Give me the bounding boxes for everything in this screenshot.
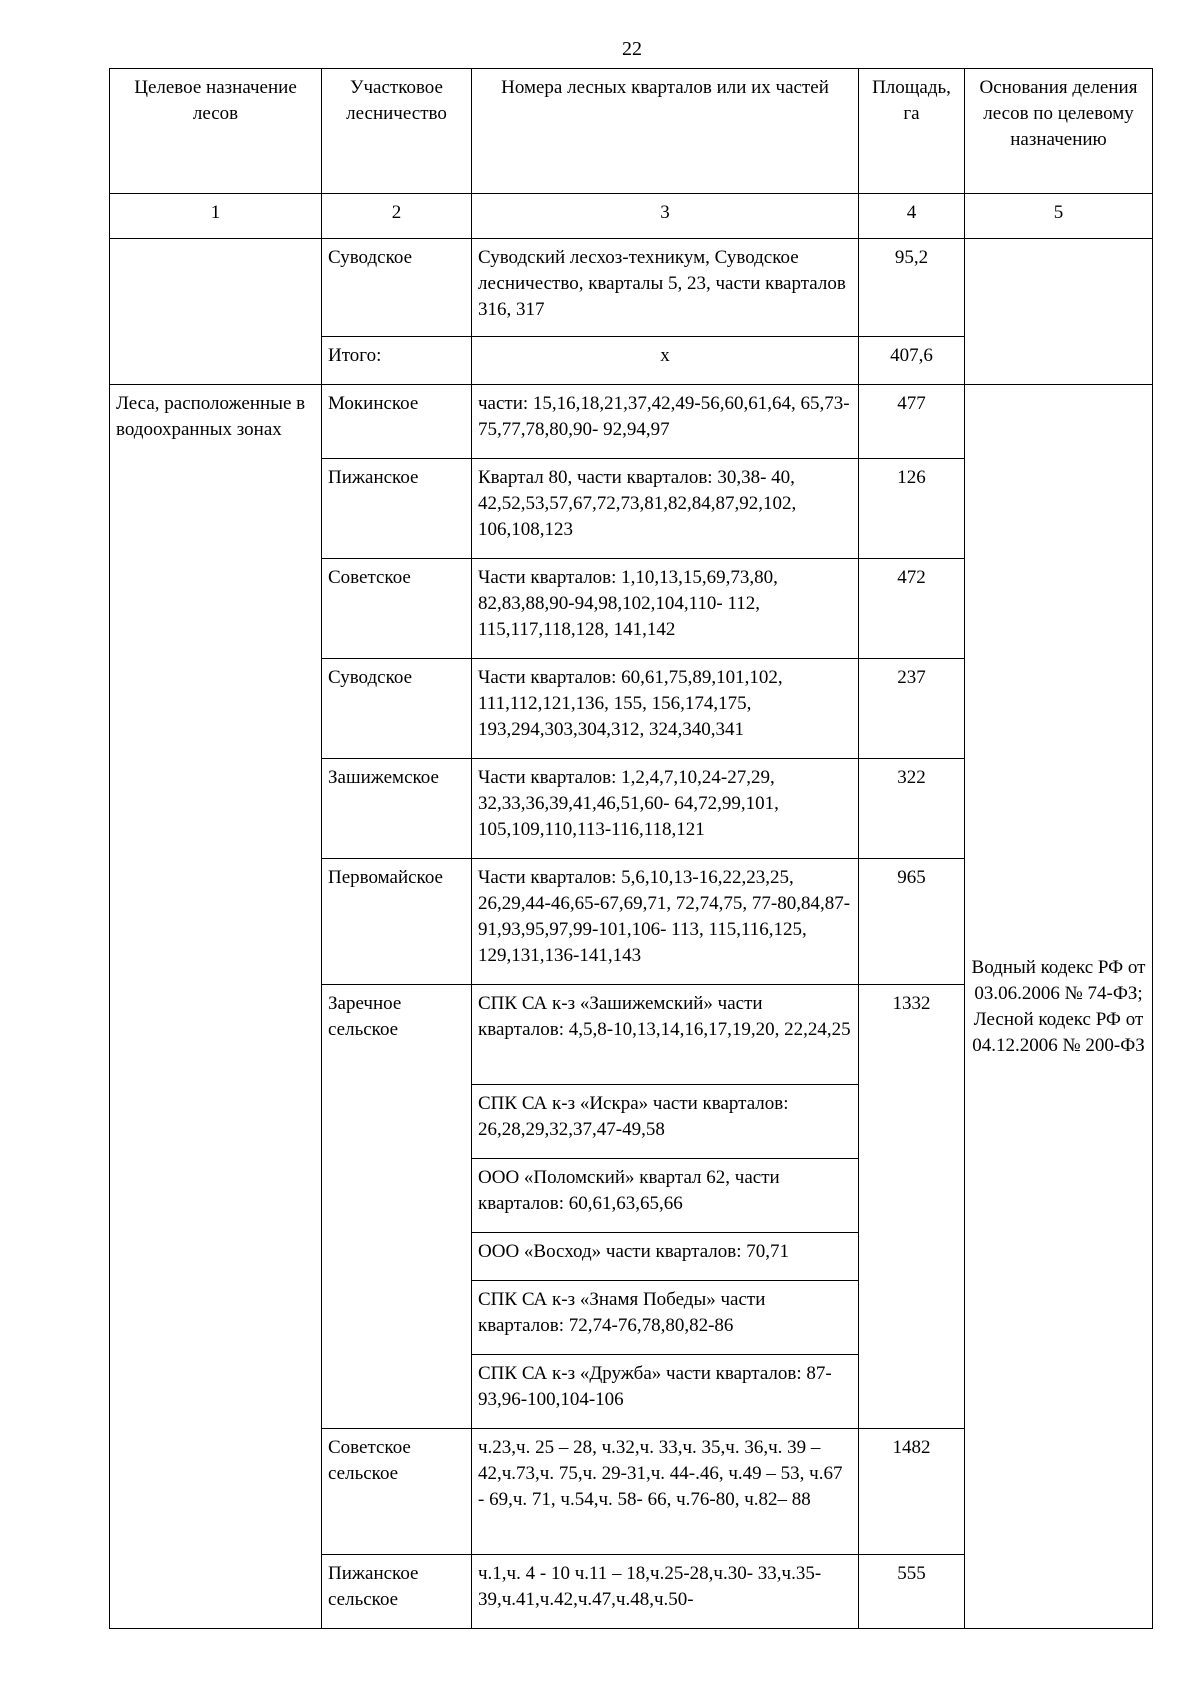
quarters-cell: СПК СА к-з «Знамя Победы» части кварталов: 72,74-76,78,80,82-86 [472, 1281, 859, 1355]
quarters-cell: Части кварталов: 1,2,4,7,10,24-27,29, 32,33,36,39,41,46,51,60- 64,72,99,101, 105,109,110,113-116,118,121 [472, 759, 859, 859]
forestry-cell: Пижанское сельское [322, 1555, 472, 1629]
area-cell: 965 [859, 859, 965, 985]
forestry-cell: Мокинское [322, 385, 472, 459]
header-area: Площадь, га [859, 69, 965, 194]
forest-purpose-table [109, 68, 1153, 1629]
quarters-cell: Части кварталов: 60,61,75,89,101,102, 111,112,121,136, 155, 156,174,175, 193,294,303,304,312, 324,340,341 [472, 659, 859, 759]
quarters-cell: ч.23,ч. 25 – 28, ч.32,ч. 33,ч. 35,ч. 36,ч. 39 – 42,ч.73,ч. 75,ч. 29-31,ч. 44-.46, ч.49 – 53, ч.67 - 69,ч. 71, ч.54,ч. 58- 66, ч.76-80, ч.82– 88 [472, 1429, 859, 1555]
header-row [110, 69, 1153, 194]
quarters-cell: части: 15,16,18,21,37,42,49-56,60,61,64, 65,73-75,77,78,80,90- 92,94,97 [472, 385, 859, 459]
quarters-cell: СПК СА к-з «Зашижемский» части кварталов: 4,5,8-10,13,14,16,17,19,20, 22,24,25 [472, 985, 859, 1085]
header-forestry: Участковое лесничество [322, 69, 472, 194]
forestry-cell: Пижанское [322, 459, 472, 559]
total-quarters: х [472, 337, 859, 385]
area-cell: 322 [859, 759, 965, 859]
total-area: 407,6 [859, 337, 965, 385]
forestry-cell: Первомайское [322, 859, 472, 985]
column-number: 1 [110, 194, 322, 239]
purpose-cell: Леса, расположенные в водоохранных зонах [110, 385, 322, 1629]
area-cell: 126 [859, 459, 965, 559]
area-cell: 1332 [859, 985, 965, 1429]
quarters-cell: СПК СА к-з «Дружба» части кварталов: 87-93,96-100,104-106 [472, 1355, 859, 1429]
forestry-cell: Зашижемское [322, 759, 472, 859]
forestry-cell: Суводское [322, 239, 472, 337]
column-number: 5 [965, 194, 1153, 239]
area-cell: 1482 [859, 1429, 965, 1555]
table-row [110, 385, 1153, 459]
basis-cell: Водный кодекс РФ от 03.06.2006 № 74-ФЗ; Лесной кодекс РФ от 04.12.2006 № 200-ФЗ [965, 385, 1153, 1629]
purpose-cell-empty [110, 239, 322, 385]
total-label: Итого: [322, 337, 472, 385]
column-number-row [110, 194, 1153, 239]
quarters-cell: Суводский лесхоз-техникум, Суводское лесничество, кварталы 5, 23, части кварталов 316, 317 [472, 239, 859, 337]
forestry-cell: Советское сельское [322, 1429, 472, 1555]
header-purpose: Целевое назначение лесов [110, 69, 322, 194]
quarters-cell: СПК СА к-з «Искра» части кварталов: 26,28,29,32,37,47-49,58 [472, 1085, 859, 1159]
area-cell: 95,2 [859, 239, 965, 337]
forestry-cell: Советское [322, 559, 472, 659]
header-basis: Основания деления лесов по целевому назначению [965, 69, 1153, 194]
table-row [110, 239, 1153, 337]
column-number: 4 [859, 194, 965, 239]
header-quarters: Номера лесных кварталов или их частей [472, 69, 859, 194]
quarters-cell: Части кварталов: 1,10,13,15,69,73,80, 82,83,88,90-94,98,102,104,110- 112, 115,117,118,128, 141,142 [472, 559, 859, 659]
area-cell: 555 [859, 1555, 965, 1629]
quarters-cell: ООО «Поломский» квартал 62, части кварталов: 60,61,63,65,66 [472, 1159, 859, 1233]
forestry-cell: Заречное сельское [322, 985, 472, 1429]
area-cell: 477 [859, 385, 965, 459]
area-cell: 237 [859, 659, 965, 759]
page-number: 22 [622, 38, 642, 60]
forestry-cell: Суводское [322, 659, 472, 759]
quarters-cell: ООО «Восход» части кварталов: 70,71 [472, 1233, 859, 1281]
column-number: 2 [322, 194, 472, 239]
column-number: 3 [472, 194, 859, 239]
quarters-cell: Части кварталов: 5,6,10,13-16,22,23,25, 26,29,44-46,65-67,69,71, 72,74,75, 77-80,84,87-91,93,95,97,99-101,106- 113, 115,116,125, 129,131,136-141,143 [472, 859, 859, 985]
area-cell: 472 [859, 559, 965, 659]
quarters-cell: Квартал 80, части кварталов: 30,38- 40, 42,52,53,57,67,72,73,81,82,84,87,92,102, 106,108,123 [472, 459, 859, 559]
basis-cell-empty [965, 239, 1153, 385]
quarters-cell: ч.1,ч. 4 - 10 ч.11 – 18,ч.25-28,ч.30- 33,ч.35-39,ч.41,ч.42,ч.47,ч.48,ч.50- [472, 1555, 859, 1629]
